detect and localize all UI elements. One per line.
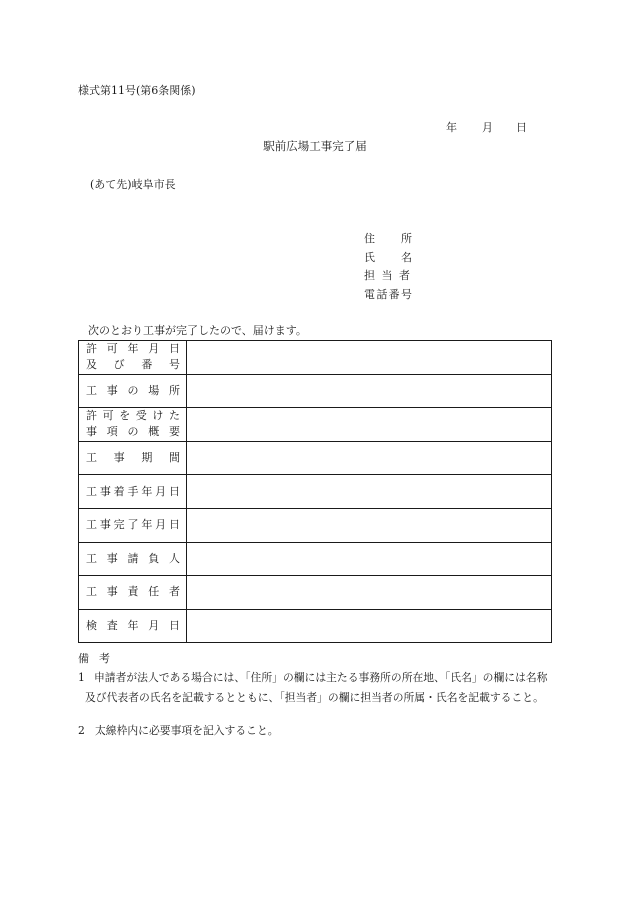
row-label-text: 許可年月日 <box>86 342 180 356</box>
row-label-text: 工事着手年月日 <box>86 484 180 498</box>
row-value-cell[interactable] <box>187 542 552 576</box>
addressee: (あて先)岐阜市長 <box>90 178 176 191</box>
row-label-cell <box>79 374 187 408</box>
table-row <box>79 408 552 442</box>
date-year-label: 年 <box>446 121 457 134</box>
row-value-cell[interactable] <box>187 374 552 408</box>
note-text: 申請者が法人である場合には、「住所」の欄には主たる事務所の所在地、「氏名」の欄には名称及び代表者の氏名を記載するとともに、「担当者」の欄に担当者の所属・氏名を記載すること。 <box>85 671 548 704</box>
applicant-phone-label: 電話番号 <box>364 288 412 301</box>
row-label-text: 事項の概要 <box>86 425 180 439</box>
row-label-cell <box>79 475 187 509</box>
row-label-cell <box>79 441 187 475</box>
table-row <box>79 475 552 509</box>
table-row <box>79 542 552 576</box>
table-row <box>79 441 552 475</box>
row-label-text: 工事の場所 <box>86 383 180 397</box>
table-row <box>79 508 552 542</box>
note-item-2 <box>78 723 279 738</box>
notes-heading: 備考 <box>78 652 120 665</box>
row-label-text: 工事責任者 <box>86 585 180 599</box>
completion-report-table <box>78 340 552 643</box>
table-row <box>79 341 552 375</box>
completion-report-table-body <box>79 341 552 643</box>
row-label-cell <box>79 609 187 643</box>
row-value-cell[interactable] <box>187 408 552 442</box>
document-title: 駅前広場工事完了届 <box>263 139 367 153</box>
table-row <box>79 609 552 643</box>
row-label-text: 工事請負人 <box>86 551 180 565</box>
row-value-cell[interactable] <box>187 475 552 509</box>
row-value-cell[interactable] <box>187 609 552 643</box>
row-label-text: 許可を受けた <box>86 409 180 423</box>
note-text: 太線枠内に必要事項を記入すること。 <box>95 724 279 737</box>
row-value-cell[interactable] <box>187 508 552 542</box>
form-number: 様式第11号(第6条関係) <box>78 84 196 97</box>
date-line <box>446 119 527 135</box>
row-value-cell[interactable] <box>187 576 552 610</box>
table-row <box>79 576 552 610</box>
row-label-cell <box>79 341 187 375</box>
row-label-cell <box>79 408 187 442</box>
applicant-person-in-charge-label: 担当者 <box>364 269 410 282</box>
row-label-cell <box>79 542 187 576</box>
row-label-text: 工事完了年月日 <box>86 518 180 532</box>
row-label-cell <box>79 576 187 610</box>
table-row <box>79 374 552 408</box>
note-number: 1 <box>78 671 85 684</box>
date-day-label: 日 <box>516 121 527 134</box>
row-value-cell[interactable] <box>187 441 552 475</box>
row-label-cell <box>79 508 187 542</box>
applicant-address-label: 住所 <box>364 232 412 245</box>
applicant-name-label: 氏名 <box>364 251 412 264</box>
row-label-text: 工事期間 <box>86 451 180 465</box>
intro-text: 次のとおり工事が完了したので、届けます。 <box>88 324 307 337</box>
date-month-label: 月 <box>482 121 493 134</box>
note-number: 2 <box>78 724 85 737</box>
row-label-text: 及び番号 <box>86 358 180 372</box>
row-value-cell[interactable] <box>187 341 552 375</box>
row-label-text: 検査年月日 <box>86 619 180 633</box>
note-item-1 <box>78 668 558 707</box>
